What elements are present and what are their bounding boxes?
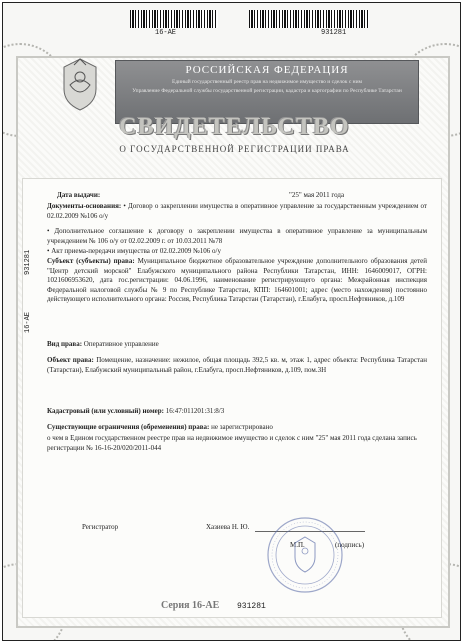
issue-date-label: Дата выдачи: — [57, 191, 101, 199]
object-block — [47, 356, 427, 375]
barcode-top-right-code: 931281 — [321, 29, 347, 37]
registrar-label: Регистратор — [82, 523, 119, 531]
side-series-code: 16-АЕ — [24, 311, 32, 333]
official-seal-icon — [265, 515, 345, 595]
cadastral-value: 16:47:011201:31:8/3 — [164, 407, 225, 415]
registration-record: о чем в Едином государственном реестре прав на недвижимое имущество и сделок с ним "25" мая 2011 года сделана запись регистрации № 16-16-20/020/2011-044 — [47, 434, 417, 452]
certificate-page — [2, 2, 461, 641]
signature-caption: (подпись) — [335, 541, 365, 549]
restrictions-block — [47, 423, 427, 433]
cadastral-label: Кадастровый (или условный) номер: — [47, 407, 165, 415]
grounds-label: Документы-основания: — [47, 202, 122, 210]
restrictions-label: Существующие ограничения (обременения) права: — [47, 423, 210, 431]
series-label: Серия 16-АЕ — [161, 600, 220, 611]
barcode-top-left — [130, 10, 218, 28]
object-label: Объект права: — [47, 356, 94, 364]
registry-line: Единый государственный реестр прав на недвижимое имущество и сделок с ним — [172, 79, 362, 85]
subject-block — [47, 257, 427, 305]
subject-value: Муниципальное бюджетное образовательное учреждение дополнительного образования детей "Центр детский морской" Елабужского муниципального района Республики Татарстан, ИНН: 1646009017, ОГРН: 1021606953620, дата гос.регистрации: 04.06.1996, наименование регистрирующего органа: Межрайонная инспекция Федеральной налоговой службы № 9 по Республике Татарстан, КПП: 164601001; адрес (место нахождения) постоянно действующего исполнительного органа: Россия, Республика Татарстан (Татарстан), г.Елабуга, просп.Нефтяников, д.109 — [47, 257, 427, 303]
service-line: Управление Федеральной службы государственной регистрации, кадастра и картографии по Республике Татарстан — [132, 88, 402, 94]
coat-of-arms-icon — [56, 55, 104, 113]
object-value: Помещение, назначение: нежилое, общая площадь 392,5 кв. м, этаж 1, адрес объекта: Республика Татарстан (Татарстан), Елабужский муниципальный район, г.Елабуга, просп.Нефтяников, д.109, пом.3Н — [47, 356, 427, 374]
restrictions-value: не зарегистрировано — [209, 423, 273, 431]
grounds-item-3: • Акт приема-передачи имущества от 02.02.2009 №106 о/у — [47, 247, 221, 255]
grounds-item-2: • Дополнительное соглашение к договору о закреплении имущества в оперативное управление за муниципальным учреждением № 106 о/у от 02.02.2009 г. от 10.03.2011 №78 — [47, 227, 427, 245]
grounds-item-1: • Договор о закреплении имущества в оперативное управление за государственным учреждением от 02.02.2009 №106 о/у — [47, 202, 427, 220]
right-type-block — [47, 340, 427, 350]
cadastral-block — [47, 407, 427, 417]
registrar-name: Хазиева Н. Ю. — [206, 523, 250, 531]
federation-title: РОССИЙСКАЯ ФЕДЕРАЦИЯ — [185, 64, 349, 76]
issue-date-value: "25" мая 2011 года — [289, 191, 345, 199]
stamp-mark: М.П. — [290, 541, 305, 549]
serial-number: 931281 — [237, 602, 266, 611]
right-type-label: Вид права: — [47, 340, 83, 348]
subject-label: Субъект (субъекты) права: — [47, 257, 135, 265]
certificate-subtitle: О ГОСУДАРСТВЕННОЙ РЕГИСТРАЦИИ ПРАВА — [119, 144, 350, 154]
right-type-value: Оперативное управление — [82, 340, 159, 348]
side-serial-number: 931281 — [24, 249, 32, 275]
barcode-top-left-code: 16-АЕ — [155, 29, 177, 37]
certificate-title: СВИДЕТЕЛЬСТВО — [119, 114, 350, 140]
barcode-top-right — [249, 10, 369, 28]
grounds-block — [47, 202, 427, 221]
